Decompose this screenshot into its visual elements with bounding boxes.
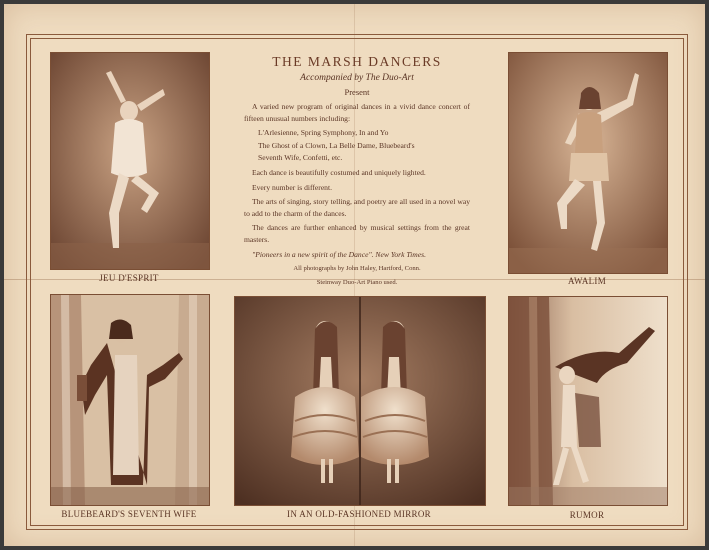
dance-list-line: The Ghost of a Clown, La Belle Dame, Bluebeard's (258, 140, 415, 150)
present-line: Present (344, 87, 370, 97)
intro-paragraph: A varied new program of original dances in a vivid dance concert of fifteen unusual numbers including: (244, 102, 470, 123)
dancer-figure-image (51, 295, 209, 505)
costume-line: Each dance is beautifully costumed and uniquely lighted. (252, 167, 426, 177)
dance-list-line: Seventh Wife, Confetti, etc. (258, 153, 343, 163)
arts-paragraph: The arts of singing, story telling, and poetry are all used in a novel way to add to the charm of the dances. (244, 197, 470, 218)
caption-jeu-d-esprit: JEU D'ESPRIT (99, 273, 159, 283)
program-text (244, 54, 470, 288)
caption-awalim: AWALIM (567, 276, 607, 286)
photo-old-fashioned-mirror (234, 296, 486, 506)
different-line: Every number is different. (252, 182, 332, 192)
program-sheet (4, 4, 705, 546)
caption-bluebeards-seventh-wife: BLUEBEARD'S SEVENTH WIFE (61, 509, 197, 519)
piano-credit: Steinway Duo-Art Piano used. (316, 278, 398, 286)
photo-bluebeards-seventh-wife (50, 294, 210, 506)
music-paragraph: The dances are further enhanced by musical settings from the great masters. (244, 223, 470, 244)
dance-list-line: L'Arlesienne, Spring Symphony, In and Yo (258, 128, 389, 138)
program-title: THE MARSH DANCERS (272, 54, 442, 69)
dancer-figure-image (509, 297, 667, 505)
photo-rumor (508, 296, 668, 506)
caption-rumor: RUMOR (569, 510, 605, 520)
mirrored-dancers-image (235, 297, 485, 505)
photo-credit: All photographs by John Haley, Hartford, Conn. (293, 265, 421, 273)
photo-awalim (508, 52, 668, 274)
dancer-figure-image (51, 53, 209, 269)
dancer-figure-image (509, 53, 667, 273)
photo-jeu-d-esprit (50, 52, 210, 270)
press-quote: "Pioneers in a new spirit of the Dance". New York Times. (252, 249, 426, 259)
program-subtitle: Accompanied by The Duo-Art (300, 73, 414, 83)
caption-old-fashioned-mirror: IN AN OLD-FASHIONED MIRROR (287, 509, 431, 519)
